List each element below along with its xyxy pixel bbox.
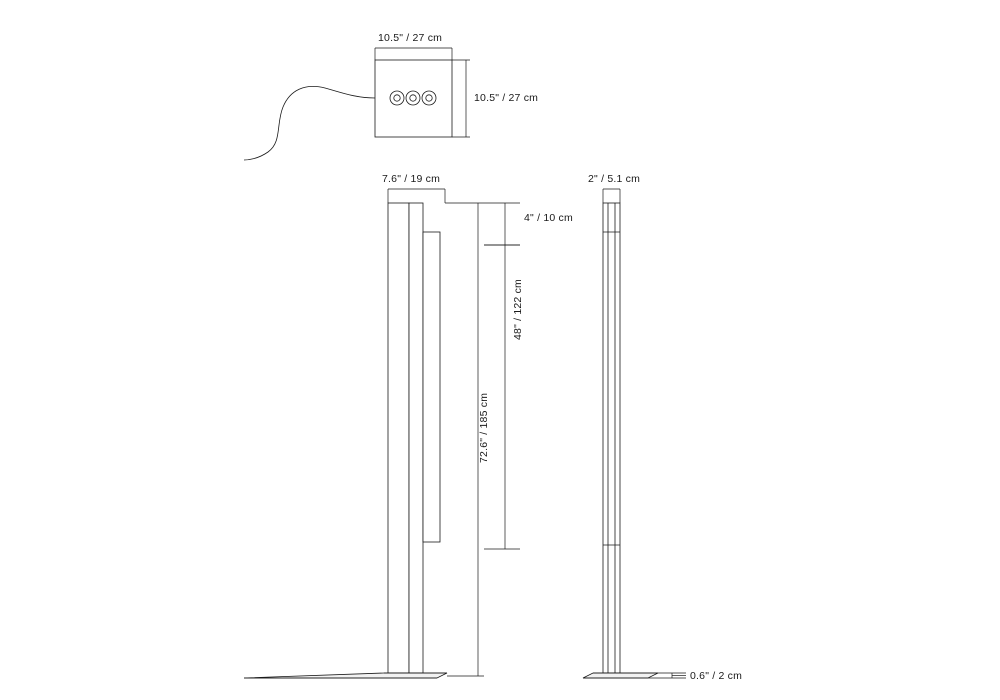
head-height-label: 4" / 10 cm bbox=[524, 212, 573, 224]
driver-height-dimension bbox=[452, 60, 470, 137]
driver-dial-3-inner bbox=[426, 95, 432, 101]
front-width-label: 7.6" / 19 cm bbox=[382, 173, 441, 185]
side-width-label: 2" / 5.1 cm bbox=[588, 173, 641, 185]
driver-dial-2-inner bbox=[410, 95, 416, 101]
total-height-label: 72.6" / 185 cm bbox=[478, 392, 490, 463]
driver-height-label: 10.5" / 27 cm bbox=[474, 92, 539, 104]
front-width-dimension bbox=[388, 189, 445, 203]
side-base-plate bbox=[583, 673, 658, 678]
driver-width-label: 10.5" / 27 cm bbox=[378, 32, 443, 44]
front-base-plate bbox=[244, 673, 447, 678]
front-middle-blade bbox=[409, 203, 423, 673]
side-width-dimension bbox=[603, 189, 620, 203]
light-height-label: 48" / 122 cm bbox=[512, 279, 524, 340]
driver-width-dimension bbox=[375, 48, 452, 60]
front-right-blade bbox=[423, 232, 440, 542]
base-thickness-label: 0.6" / 2 cm bbox=[690, 670, 743, 682]
side-column bbox=[603, 203, 620, 673]
head-height-dimension bbox=[484, 203, 520, 245]
driver-dial-1-inner bbox=[394, 95, 400, 101]
power-cord bbox=[244, 86, 375, 160]
front-left-blade bbox=[388, 203, 409, 673]
